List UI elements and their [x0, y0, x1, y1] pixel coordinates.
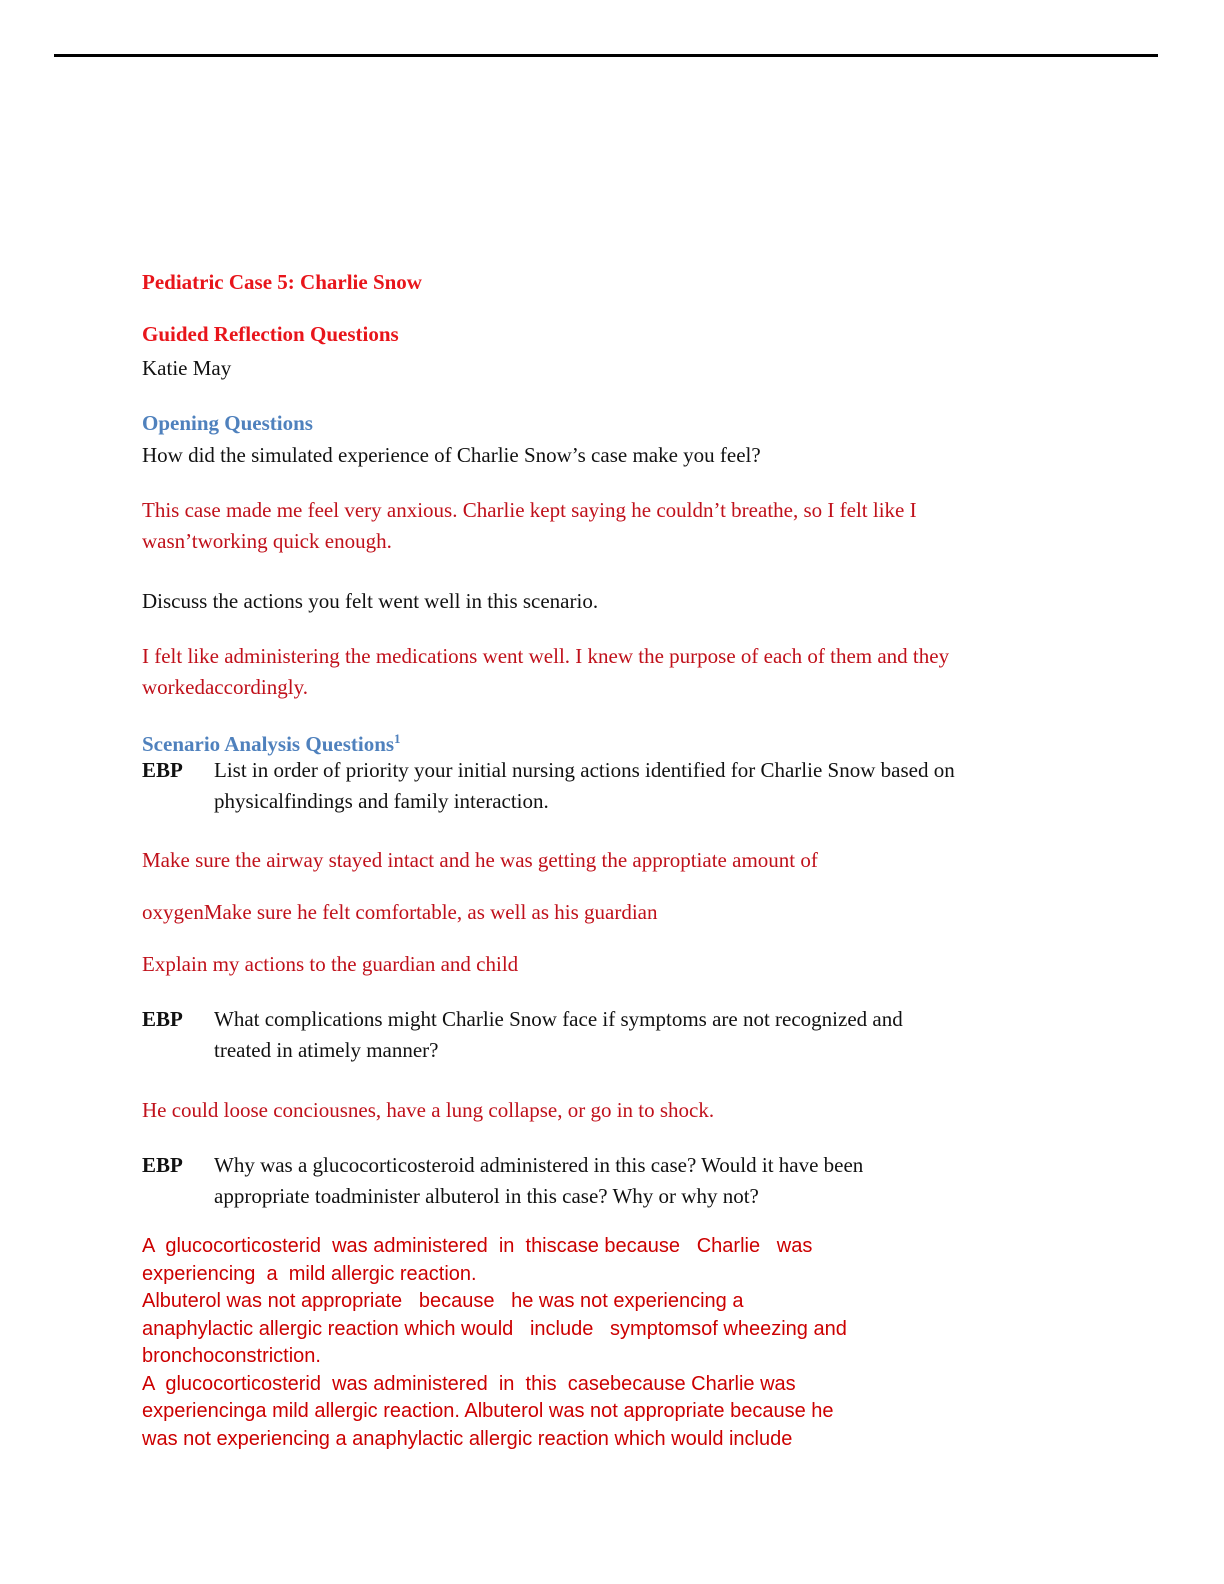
answer-line: This case made me feel very anxious. Charlie kept saying he couldn’t breathe, so I felt like I: [142, 498, 917, 522]
ebp-label-1: EBP: [142, 758, 183, 782]
opening-questions-heading: Opening Questions: [142, 411, 313, 435]
scenario-heading-text: Scenario Analysis Questions: [142, 732, 395, 756]
section-title: Guided Reflection Questions: [142, 322, 399, 346]
scenario-question-2: [214, 1004, 903, 1066]
question-line: Why was a glucocorticosteroid administered in this case? Would it have been: [214, 1153, 864, 1177]
answer-line: wasn’tworking quick enough.: [142, 529, 392, 553]
answer-line: was not experiencing a anaphylactic allergic reaction which would include: [142, 1427, 793, 1450]
ebp-label-2: EBP: [142, 1007, 183, 1031]
answer-line: A glucocorticosterid was administered in thiscase because Charlie was: [142, 1235, 813, 1257]
opening-question-1: How did the simulated experience of Charlie Snow’s case make you feel?: [142, 443, 761, 467]
scenario-question-3: [214, 1150, 863, 1212]
opening-answer-2: [142, 641, 949, 703]
question-line: physicalfindings and family interaction.: [214, 789, 549, 813]
ebp-label-3: EBP: [142, 1153, 183, 1177]
question-line: appropriate toadminister albuterol in this case? Why or why not?: [214, 1184, 759, 1208]
question-line: List in order of priority your initial nursing actions identified for Charlie Snow based on: [214, 758, 955, 782]
author-name: Katie May: [142, 356, 232, 380]
answer-line: bronchoconstriction.: [142, 1345, 321, 1367]
answer-line: anaphylactic allergic reaction which would include symptomsof wheezing and: [142, 1317, 847, 1340]
case-title: Pediatric Case 5: Charlie Snow: [142, 270, 422, 294]
answer-line: experiencing a mild allergic reaction.: [142, 1262, 477, 1285]
scenario-answer-1-line-1: Make sure the airway stayed intact and he was getting the approptiate amount of: [142, 848, 818, 872]
opening-question-2: Discuss the actions you felt went well in this scenario.: [142, 589, 599, 613]
header-rule: [54, 54, 1158, 57]
opening-answer-1: [142, 495, 917, 557]
answer-line: experiencinga mild allergic reaction. Albuterol was not appropriate because he: [142, 1400, 834, 1422]
answer-line: workedaccordingly.: [142, 675, 308, 699]
scenario-answer-3: [142, 1233, 847, 1453]
question-line: What complications might Charlie Snow face if symptoms are not recognized and: [214, 1007, 903, 1031]
footnote-mark: 1: [394, 731, 401, 746]
answer-line: Albuterol was not appropriate because he was not experiencing a: [142, 1290, 744, 1312]
answer-line: A glucocorticosterid was administered in this casebecause Charlie was: [142, 1372, 796, 1395]
question-line: treated in atimely manner?: [214, 1038, 439, 1062]
scenario-question-1: [214, 755, 955, 817]
scenario-answer-1-line-3: Explain my actions to the guardian and child: [142, 952, 519, 976]
answer-line: I felt like administering the medications went well. I knew the purpose of each of them and they: [142, 644, 950, 668]
scenario-answer-2: He could loose conciousnes, have a lung collapse, or go in to shock.: [142, 1098, 715, 1122]
scenario-answer-1-line-2: oxygenMake sure he felt comfortable, as well as his guardian: [142, 900, 658, 924]
